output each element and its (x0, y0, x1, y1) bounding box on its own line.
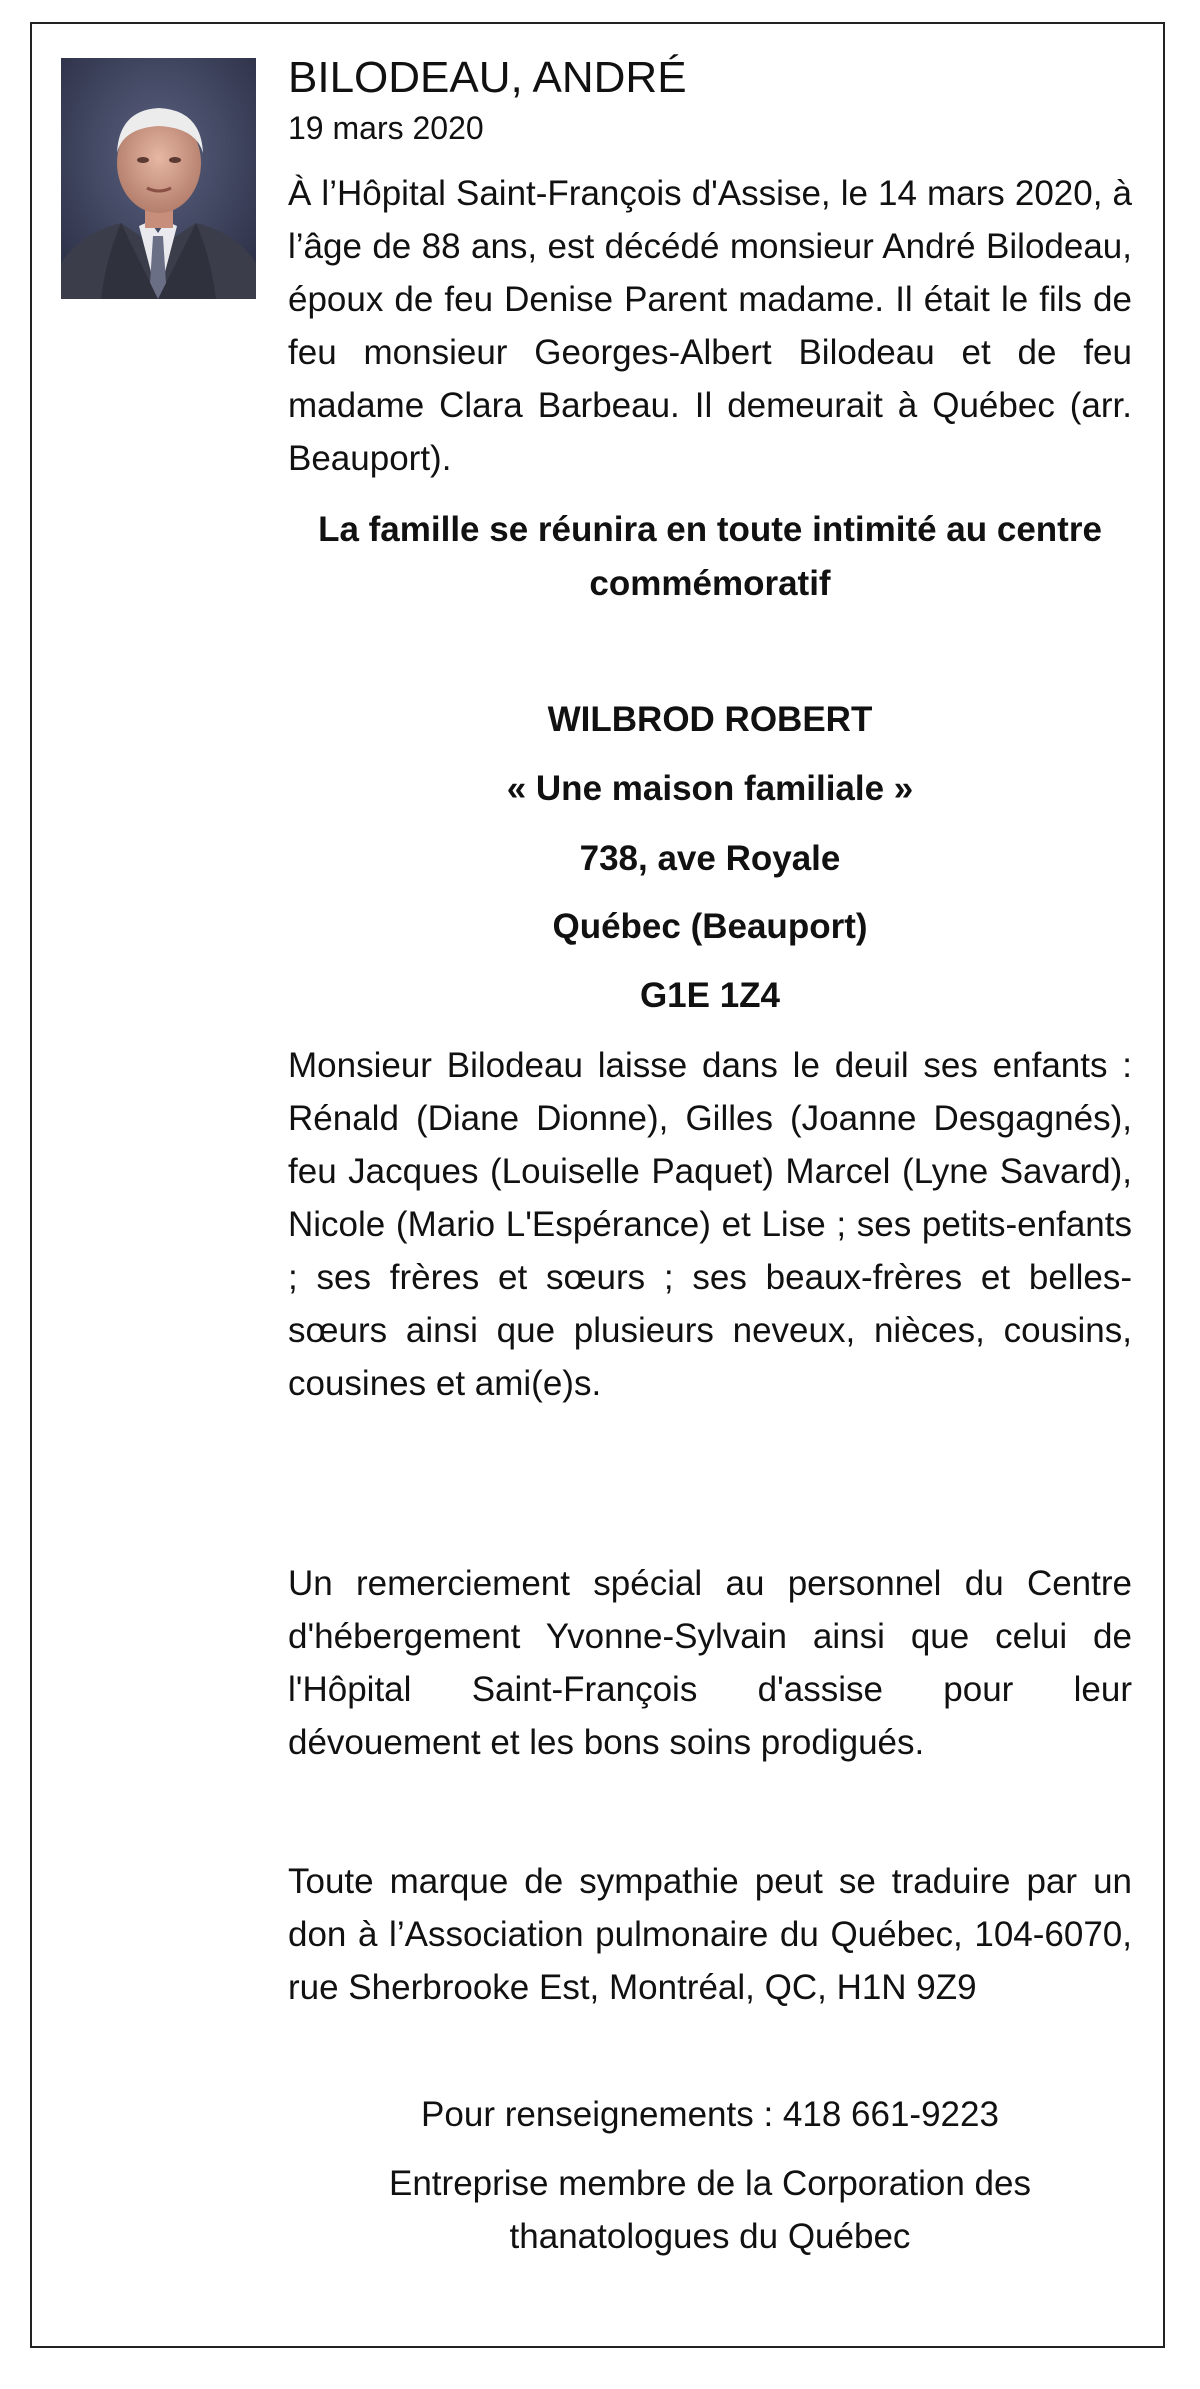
survivors-paragraph: Monsieur Bilodeau laisse dans le deuil ses enfants : Rénald (Diane Dionne), Gilles (Joanne Desgagnés), feu Jacques (Louiselle Paquet) Marcel (Lyne Savard), Nicole (Mario L'Espérance) et Lise ; ses petits-enfants ; ses frères et sœurs ; ses beaux-frères et belles-sœurs ainsi que plusieurs neveux, nièces, cousins, cousines et ami(e)s. (288, 1046, 1132, 1403)
funeral-home-name: WILBROD ROBERT (547, 700, 873, 739)
family-gathering-notice: La famille se réunira en toute intimité au centre commémoratif (318, 510, 1102, 603)
funeral-home-city: Québec (Beauport) (552, 907, 868, 946)
deceased-name: BILODEAU, ANDRÉ (288, 53, 687, 102)
funeral-home-street: 738, ave Royale (579, 839, 841, 878)
thanks-paragraph: Un remerciement spécial au personnel du Centre d'hébergement Yvonne-Sylvain ainsi que celui de l'Hôpital Saint-François d'assise pour leur dévouement et les bons soins prodigués. (288, 1564, 1132, 1762)
corporation-membership: Entreprise membre de la Corporation des thanatologues du Québec (389, 2164, 1031, 2256)
publication-date: 19 mars 2020 (288, 110, 484, 146)
death-announcement-paragraph: À l’Hôpital Saint-François d'Assise, le 14 mars 2020, à l’âge de 88 ans, est décédé monsieur André Bilodeau, époux de feu Denise Parent madame. Il était le fils de feu monsieur Georges-Albert Bilodeau et de feu madame Clara Barbeau. Il demeurait à Québec (arr. Beauport). (288, 174, 1132, 478)
funeral-home-slogan: « Une maison familiale » (506, 769, 914, 808)
donation-paragraph: Toute marque de sympathie peut se traduire par un don à l’Association pulmonaire du Québec, 104-6070, rue Sherbrooke Est, Montréal, QC, H1N 9Z9 (288, 1862, 1132, 2007)
info-phone: Pour renseignements : 418 661-9223 (421, 2095, 999, 2134)
funeral-home-postal-code: G1E 1Z4 (639, 976, 781, 1015)
portrait-photo (61, 58, 256, 299)
